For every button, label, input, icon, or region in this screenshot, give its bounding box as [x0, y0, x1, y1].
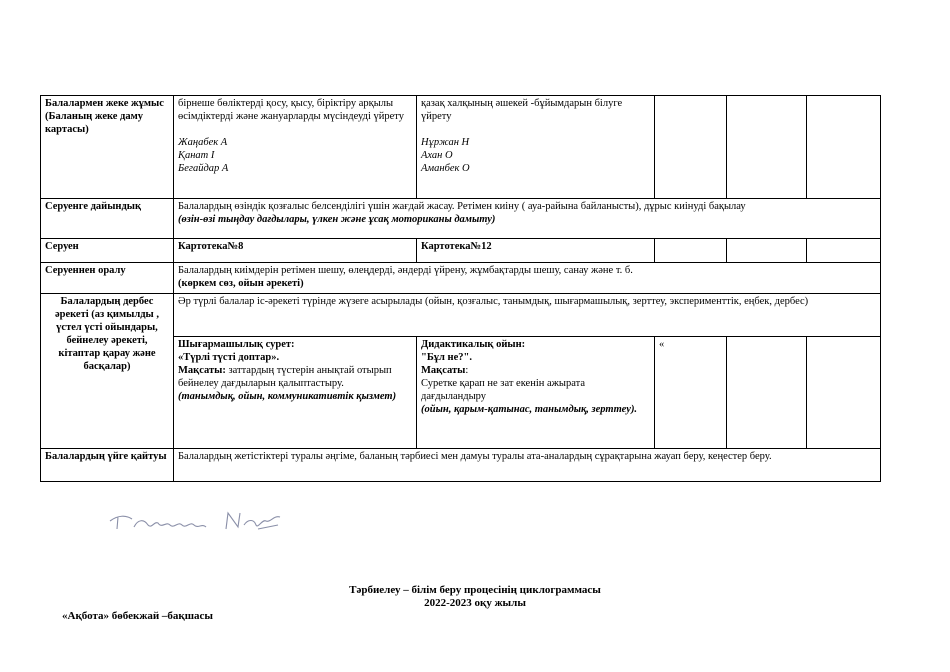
empty-cell	[807, 337, 881, 449]
child-name: Бегайдар А	[178, 163, 229, 174]
activity-name: "Бұл не?".	[421, 352, 472, 363]
row-label: Балалардың үйге қайтуы	[41, 449, 174, 482]
goal-text: Суретке қарап не зат екенін ажырата дағдыландыру	[421, 378, 585, 402]
cell-individual-1	[174, 96, 417, 199]
row-independent-intro	[41, 294, 881, 337]
cell-text: Балалардың өзіндік қозғалыс белсенділігі үшін жағдай жасау. Ретімен киіну ( ауа-райына байланысты), дұрыс киінуді бақылау	[178, 201, 746, 212]
row-individual-work	[41, 96, 881, 199]
empty-cell	[655, 96, 727, 199]
activity-goal	[178, 364, 412, 390]
empty-cell	[727, 96, 807, 199]
cell-return	[174, 263, 881, 294]
row-label: Балалардың дербес әрекеті (аз қимылды , үстел үсті ойындары, бейнелеу әрекеті, кітаптар қарау және басқалар)	[41, 294, 174, 449]
empty-cell	[727, 337, 807, 449]
activity-note: (ойын, қарым-қатынас, танымдық, зерттеу).	[421, 404, 638, 415]
empty-cell	[807, 239, 881, 263]
cell-activity-game	[417, 337, 655, 449]
cell-independent-intro: Әр түрлі балалар іс-әрекеті түрінде жүзеге асырылады (ойын, қозғалыс, танымдық, шығармашылық, зерттеу, эксперименттік, еңбек, дербес)	[174, 294, 881, 337]
cell-note: (көркем сөз, ойын әрекеті)	[178, 278, 304, 289]
row-walk-prep	[41, 199, 881, 239]
empty-cell	[655, 239, 727, 263]
row-home	[41, 449, 881, 482]
organization-name: «Ақбота» бөбекжай –бақшасы	[62, 610, 214, 622]
child-name: Қанат І	[178, 150, 215, 161]
activity-title: Дидактикалық ойын:	[421, 339, 526, 350]
cell-text: Балалардың киімдерін ретімен шешу, өлеңдерді, әндерді үйрену, жұмбақтарды шешу, санау және т. б.	[178, 265, 633, 276]
row-label: Серуенге дайындық	[41, 199, 174, 239]
child-name: Нұржан Н	[421, 137, 470, 148]
goal-colon: :	[465, 365, 469, 376]
row-return	[41, 263, 881, 294]
document-title: Тәрбиелеу – білім беру процесінің циклограммасы	[349, 584, 601, 596]
row-label: Серуеннен оралу	[41, 263, 174, 294]
row-walk	[41, 239, 881, 263]
child-name: Жаңабек А	[178, 137, 228, 148]
child-name: Аманбек О	[421, 163, 470, 174]
signature-scribble	[108, 507, 283, 535]
row-label: Балалармен жеке жұмыс (Баланың жеке даму картасы)	[41, 96, 174, 199]
cell-home: Балалардың жетістіктері туралы әңгіме, баланың тәрбиесі мен дамуы туралы ата-аналардың сұрақтарына жауап беру, кеңестер беру.	[174, 449, 881, 482]
cell-activity-extra: «	[655, 337, 727, 449]
academic-year: 2022-2023 оқу жылы	[424, 597, 526, 609]
activity-note: (танымдық, ойын, коммуникативтік қызмет)	[178, 391, 397, 402]
cell-note: (өзін-өзі тыңдау дағдылары, үлкен және ұсақ моториканы дамыту)	[178, 214, 496, 225]
activity-name: «Түрлі түсті доптар».	[178, 352, 280, 363]
activity-title: Шығармашылық сурет:	[178, 339, 295, 350]
child-name: Ахан О	[421, 150, 453, 161]
activity-goal-line	[421, 364, 650, 377]
goal-text: заттардың түстерін анықтай отырып бейнелеу дағдыларын қалыптастыру.	[178, 365, 392, 389]
cell-individual-2	[417, 96, 655, 199]
goal-label: Мақсаты:	[178, 365, 226, 376]
cell-text: қазақ халқының әшекей -бұйымдарын білуге үйрету	[421, 98, 623, 122]
cell-activity-art	[174, 337, 417, 449]
row-label: Серуен	[41, 239, 174, 263]
cell-walk-1: Картотека№8	[174, 239, 417, 263]
empty-cell	[727, 239, 807, 263]
schedule-table	[40, 95, 881, 482]
goal-label: Мақсаты	[421, 365, 466, 376]
handwritten-signature	[108, 507, 283, 535]
empty-cell	[807, 96, 881, 199]
cell-walk-2: Картотека№12	[417, 239, 655, 263]
cell-walk-prep	[174, 199, 881, 239]
cell-text: бірнеше бөліктерді қосу, қысу, біріктіру арқылы өсімдіктерді және жануарларды мүсіндеуді үйрету	[178, 98, 404, 122]
